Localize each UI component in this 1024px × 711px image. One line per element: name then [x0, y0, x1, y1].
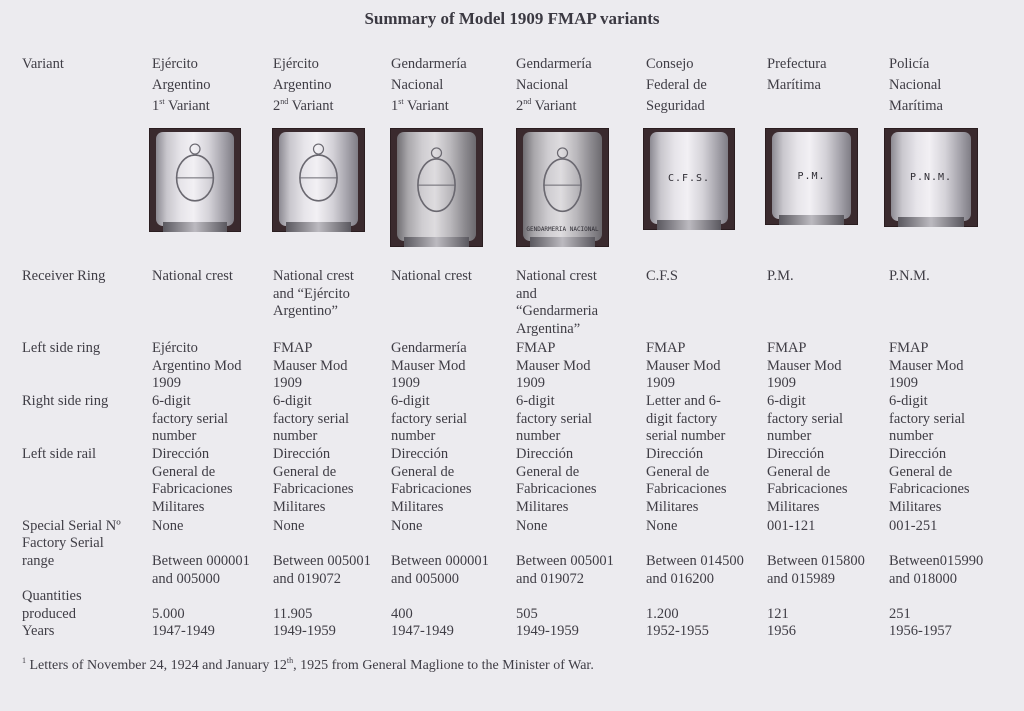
variant-line: Federal de — [646, 77, 707, 93]
variant-line: Ejército — [273, 56, 319, 72]
cell-line: digit factory — [646, 410, 718, 427]
cell-line: and 018000 — [889, 570, 958, 587]
variant-name — [767, 54, 827, 96]
cell-line: Fabricaciones — [516, 481, 597, 497]
footnote-text-a: Letters of November 24, 1924 and January 12 — [26, 658, 287, 673]
variant-name — [516, 54, 592, 117]
cell-line: and 015989 — [767, 570, 836, 587]
cell-line: 6-digit — [273, 393, 312, 409]
cell-line: 6-digit — [767, 393, 806, 409]
cell-line: General de — [152, 463, 216, 480]
receiver-base — [898, 217, 964, 227]
cell-special-serial: None — [646, 518, 678, 534]
cell-special-serial: None — [391, 518, 423, 534]
cell-line: Fabricaciones — [152, 481, 233, 497]
variant-line: Argentino — [152, 77, 211, 93]
cell-years: 1947-1949 — [152, 623, 215, 639]
cell-line: and 019072 — [273, 570, 342, 587]
receiver-ring-photo — [272, 128, 365, 232]
cell-line: Dirección — [767, 446, 825, 462]
cell-line: and 005000 — [152, 570, 221, 587]
cell-line: factory serial — [516, 410, 593, 427]
cell-line: number — [516, 428, 561, 444]
variant-line: Argentino — [273, 77, 332, 93]
cell-line: Mauser Mod — [646, 357, 721, 374]
cell-receiver-ring — [516, 268, 598, 338]
cell-line: National crest — [516, 268, 597, 284]
cell-line: Ejército — [152, 340, 198, 356]
cell-line: C.F.S — [646, 268, 678, 284]
cell-right-side-ring — [646, 393, 725, 446]
variant-line: Marítima — [767, 77, 821, 93]
cell-line: Dirección — [273, 446, 331, 462]
receiver-ring-marking: P.N.M. — [909, 171, 953, 183]
cell-line: General de — [273, 463, 337, 480]
cell-left-side-ring — [391, 340, 467, 393]
variant-word: Variant — [531, 98, 577, 114]
cell-receiver-ring — [152, 268, 233, 286]
cell-left-side-ring — [273, 340, 348, 393]
cell-line: Militares — [273, 498, 326, 515]
cell-line: and 019072 — [516, 570, 585, 587]
variant-line: Policía — [889, 56, 930, 72]
receiver-ring-marking: P.M. — [797, 170, 826, 182]
cell-line: 1909 — [152, 375, 181, 391]
row-label-years: Years — [22, 623, 55, 639]
cell-line: FMAP — [889, 340, 929, 356]
cell-line: Fabricaciones — [646, 481, 727, 497]
cell-line: FMAP — [767, 340, 807, 356]
variant-line — [516, 96, 592, 117]
cell-line: FMAP — [646, 340, 686, 356]
cell-line: Dirección — [889, 446, 947, 462]
receiver-ring-photo — [516, 128, 609, 247]
cell-line: factory serial — [273, 410, 350, 427]
cell-line: and — [516, 285, 537, 302]
cell-left-side-rail — [391, 446, 472, 516]
cell-line: 6-digit — [889, 393, 928, 409]
cell-line: 1909 — [767, 375, 796, 391]
cell-line: and 005000 — [391, 570, 460, 587]
variant-ordinal-suffix: nd — [280, 97, 289, 106]
cell-left-side-rail — [646, 446, 727, 516]
cell-years: 1956-1957 — [889, 623, 952, 639]
row-label-produced: produced — [22, 606, 76, 622]
cell-line: number — [152, 428, 197, 444]
cell-line: Fabricaciones — [273, 481, 354, 497]
cell-line: Mauser Mod — [516, 357, 591, 374]
cell-line: Between 014500 — [646, 553, 744, 569]
variant-line: Nacional — [889, 77, 942, 93]
cell-years: 1952-1955 — [646, 623, 709, 639]
cell-line: Dirección — [391, 446, 449, 462]
cell-line: Dirección — [646, 446, 704, 462]
cell-line: 1909 — [273, 375, 302, 391]
cell-line: Argentina” — [516, 320, 581, 337]
cell-line: Mauser Mod — [273, 357, 348, 374]
row-label-left-side-rail: Left side rail — [22, 446, 97, 462]
cell-line: National crest — [391, 268, 472, 284]
cell-special-serial: 001-121 — [767, 518, 816, 534]
cell-line: Argentino Mod — [152, 357, 242, 374]
cell-left-side-ring — [516, 340, 591, 393]
cell-serial-range — [646, 553, 744, 588]
cell-line: factory serial — [889, 410, 966, 427]
cell-line: number — [391, 428, 436, 444]
variant-word: Variant — [403, 98, 449, 114]
cell-line: Militares — [391, 498, 444, 515]
cell-line: General de — [391, 463, 455, 480]
footnote-marker: 1 — [22, 656, 26, 665]
cell-line: Militares — [889, 498, 942, 515]
variant-line: Prefectura — [767, 56, 827, 72]
cell-receiver-ring — [889, 268, 930, 286]
variant-line: Ejército — [152, 56, 198, 72]
cell-line: FMAP — [273, 340, 313, 356]
cell-line: “Gendarmeria — [516, 303, 599, 319]
receiver-ring-photo — [884, 128, 978, 227]
cell-line: number — [889, 428, 934, 444]
cell-line: Fabricaciones — [767, 481, 848, 497]
receiver-ring-photo — [643, 128, 735, 230]
cell-line: 6-digit — [516, 393, 555, 409]
row-label-factory-serial: Factory Serial — [22, 535, 104, 551]
row-label-left-side-ring: Left side ring — [22, 340, 101, 356]
cell-left-side-rail — [889, 446, 970, 516]
cell-receiver-ring — [391, 268, 472, 286]
cell-line: Militares — [152, 498, 205, 515]
cell-left-side-ring — [646, 340, 721, 393]
crest-icon — [149, 128, 241, 232]
row-label-factory-serial-range: range — [22, 553, 55, 569]
cell-left-side-rail — [152, 446, 233, 516]
cell-line: 6-digit — [152, 393, 191, 409]
cell-line: P.N.M. — [889, 268, 930, 284]
cell-line: 1909 — [646, 375, 675, 391]
variant-ordinal: 1 — [391, 98, 399, 114]
cell-line: FMAP — [516, 340, 556, 356]
cell-line: National crest — [152, 268, 233, 284]
receiver-ring-inscription: GENDARMERIA NACIONAL — [526, 226, 599, 233]
cell-line: Argentino” — [273, 303, 338, 319]
cell-quantity: 1.200 — [646, 606, 679, 622]
cell-line: 1909 — [516, 375, 545, 391]
cell-line: factory serial — [391, 410, 468, 427]
cell-special-serial: None — [516, 518, 548, 534]
cell-line: 6-digit — [391, 393, 430, 409]
variant-name — [273, 54, 334, 117]
cell-line: Between015990 — [889, 553, 984, 569]
variant-line: Gendarmería — [391, 56, 467, 72]
cell-line: General de — [516, 463, 580, 480]
cell-line: number — [767, 428, 812, 444]
cell-line: General de — [646, 463, 710, 480]
cell-right-side-ring — [889, 393, 965, 446]
cell-line: General de — [889, 463, 953, 480]
variant-line — [273, 96, 334, 117]
cell-line: and 016200 — [646, 570, 715, 587]
cell-right-side-ring — [767, 393, 843, 446]
cell-line: Militares — [646, 498, 699, 515]
cell-left-side-rail — [516, 446, 597, 516]
cell-special-serial: None — [273, 518, 305, 534]
cell-years: 1949-1959 — [516, 623, 579, 639]
cell-years: 1947-1949 — [391, 623, 454, 639]
cell-line: General de — [767, 463, 831, 480]
cell-line: Gendarmería — [391, 340, 467, 356]
variant-line — [152, 96, 211, 117]
receiver-ring-marking: C.F.S. — [667, 172, 711, 184]
variant-name — [889, 54, 943, 117]
receiver-base — [779, 215, 844, 225]
cell-line: Between 005001 — [516, 553, 614, 569]
cell-left-side-ring — [767, 340, 842, 393]
cell-line: Militares — [767, 498, 820, 515]
variant-word: Variant — [164, 98, 210, 114]
variant-ordinal: 2 — [516, 98, 524, 114]
row-label-variant: Variant — [22, 56, 64, 72]
variant-ordinal-suffix: st — [398, 97, 404, 106]
variant-name — [391, 54, 467, 117]
cell-line: Mauser Mod — [391, 357, 466, 374]
crest-icon — [390, 128, 483, 247]
row-label-quantities: Quantities — [22, 588, 82, 604]
receiver-ring-photo — [765, 128, 858, 225]
crest-icon — [272, 128, 365, 232]
cell-quantity: 251 — [889, 606, 911, 622]
variant-ordinal: 1 — [152, 98, 160, 114]
cell-line: factory serial — [152, 410, 229, 427]
cell-line: factory serial — [767, 410, 844, 427]
cell-right-side-ring — [273, 393, 349, 446]
footnote — [22, 658, 594, 674]
cell-serial-range — [391, 553, 489, 588]
cell-serial-range — [889, 553, 983, 588]
cell-line: Mauser Mod — [767, 357, 842, 374]
cell-right-side-ring — [152, 393, 228, 446]
receiver-ring-photo — [390, 128, 483, 247]
cell-line: Dirección — [516, 446, 574, 462]
cell-line: Between 000001 — [391, 553, 489, 569]
row-label-right-side-ring: Right side ring — [22, 393, 109, 409]
cell-line: serial number — [646, 428, 726, 444]
cell-special-serial: 001-251 — [889, 518, 938, 534]
cell-line: 1909 — [889, 375, 918, 391]
cell-special-serial: None — [152, 518, 184, 534]
cell-serial-range — [152, 553, 250, 588]
cell-quantity: 400 — [391, 606, 413, 622]
footnote-text-b: , 1925 from General Maglione to the Minister of War. — [293, 658, 594, 673]
variant-line — [391, 96, 467, 117]
cell-line: Between 005001 — [273, 553, 371, 569]
cell-line: Mauser Mod — [889, 357, 964, 374]
footnote-sup: th — [286, 656, 294, 665]
receiver-base — [657, 220, 721, 230]
cell-left-side-ring — [889, 340, 964, 393]
cell-receiver-ring — [646, 268, 678, 286]
cell-left-side-ring — [152, 340, 242, 393]
variant-name — [646, 54, 707, 117]
cell-left-side-rail — [273, 446, 354, 516]
cell-line: Between 000001 — [152, 553, 250, 569]
variant-ordinal-suffix: st — [159, 97, 165, 106]
cell-serial-range — [516, 553, 614, 588]
page-title: Summary of Model 1909 FMAP variants — [364, 9, 660, 28]
variant-word: Variant — [288, 98, 334, 114]
cell-line: Fabricaciones — [391, 481, 472, 497]
cell-years: 1949-1959 — [273, 623, 336, 639]
variant-name — [152, 54, 211, 117]
cell-line: Dirección — [152, 446, 210, 462]
cell-receiver-ring — [273, 268, 354, 321]
cell-line: Letter and 6- — [646, 393, 721, 409]
variant-line: Consejo — [646, 56, 694, 72]
variant-line: Gendarmería — [516, 56, 592, 72]
cell-line: and “Ejército — [273, 285, 350, 302]
cell-line: P.M. — [767, 268, 794, 284]
cell-receiver-ring — [767, 268, 794, 286]
cell-line: 1909 — [391, 375, 420, 391]
cell-serial-range — [767, 553, 865, 588]
cell-quantity: 5.000 — [152, 606, 185, 622]
variant-line: Seguridad — [646, 98, 705, 114]
cell-years: 1956 — [767, 623, 796, 639]
row-label-special-serial: Special Serial Nº — [22, 518, 121, 534]
cell-quantity: 11.905 — [273, 606, 313, 622]
receiver-ring-photo — [149, 128, 241, 232]
cell-line: National crest — [273, 268, 354, 284]
cell-line: Militares — [516, 498, 569, 515]
cell-line: Fabricaciones — [889, 481, 970, 497]
cell-serial-range — [273, 553, 371, 588]
variant-line: Nacional — [516, 77, 569, 93]
cell-quantity: 505 — [516, 606, 538, 622]
cell-right-side-ring — [391, 393, 467, 446]
variant-line: Nacional — [391, 77, 444, 93]
variant-ordinal-suffix: nd — [523, 97, 532, 106]
variant-ordinal: 2 — [273, 98, 281, 114]
cell-right-side-ring — [516, 393, 592, 446]
cell-line: Between 015800 — [767, 553, 865, 569]
cell-quantity: 121 — [767, 606, 789, 622]
row-label-receiver-ring: Receiver Ring — [22, 268, 106, 284]
cell-line: number — [273, 428, 318, 444]
variant-line: Marítima — [889, 98, 943, 114]
cell-left-side-rail — [767, 446, 848, 516]
